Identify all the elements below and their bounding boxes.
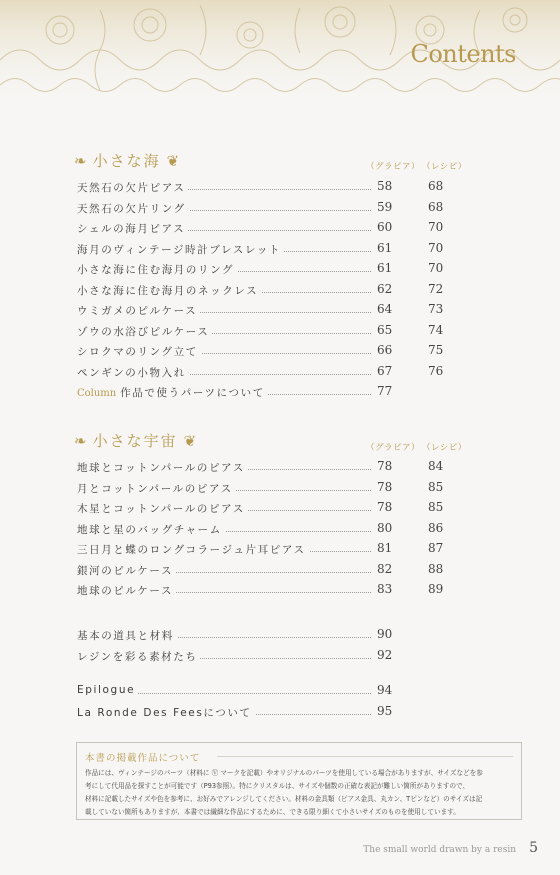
recipe-page: 89 [428,582,444,596]
gravure-page: 78 [377,500,393,514]
recipe-page: 72 [428,281,444,296]
gravure-page: 59 [377,199,393,214]
entry-title: 地球とコットンパールのピアス [77,460,248,475]
recipe-page: 85 [428,500,444,514]
toc-entry[interactable] [77,344,449,364]
gravure-page: 60 [377,220,393,234]
toc-entry[interactable] [77,460,449,480]
toc-entry[interactable] [77,242,449,262]
gravure-page: 65 [377,322,393,337]
gravure-page: 81 [377,541,393,555]
column-prefix: Column [77,388,117,399]
note-line: 作品には、ヴィンテージのパーツ（材料に Ⓥ マークを記載）やオリジナルのパーツを使用している場合がありますが、サイズなどを参 [85,769,483,777]
gravure-column-label: （グラビア） [366,162,421,172]
entry-title: 地球のピルケース [77,583,176,598]
toc-entry[interactable] [77,542,449,562]
gravure-page: 80 [377,520,393,535]
gravure-page: 58 [377,179,393,193]
entry-title: 地球と星のバッグチャーム [77,522,225,537]
entry-title: 海月のヴィンテージ時計ブレスレット [77,242,284,257]
toc-entry[interactable] [77,583,449,603]
note-text [85,767,513,819]
gravure-page: 61 [377,240,393,255]
note-line: 載していない箇所もありますが、本書では繊細な作品にするために、できる限り細くて小さいサイズのものを使用しています。 [85,808,460,816]
recipe-page: 88 [428,561,444,576]
ornament-icon: ❦ [183,431,197,450]
entry-title: レジンを彩る素材たち [77,649,200,664]
toc-entry[interactable] [77,324,449,344]
toc-entry[interactable] [77,705,449,725]
section-title: 小さな海 [92,152,161,170]
entry-title: 天然石の欠片ピアス [77,180,188,195]
entry-title: Epilogue [77,684,138,696]
entry-title [77,385,268,400]
note-title: 本書の掲載作品について [85,753,201,764]
toc-entry[interactable] [77,221,449,241]
recipe-page: 76 [428,363,444,378]
gravure-page: 62 [377,281,393,296]
gravure-page: 64 [377,302,393,316]
gravure-page: 95 [377,704,393,718]
toc-entry[interactable] [77,501,449,521]
entry-title: 月とコットンパールのピアス [77,481,236,496]
recipe-page: 87 [428,541,444,555]
toc-entry[interactable] [77,180,449,200]
toc-entry[interactable] [77,563,449,583]
recipe-page: 70 [428,261,444,275]
page-number: 5 [529,840,538,856]
section-title: 小さな宇宙 [92,432,178,450]
recipe-page: 85 [428,479,444,494]
recipe-page: 70 [428,220,444,234]
entry-title: ゾウの水浴びピルケース [77,324,212,339]
gravure-page: 78 [377,459,393,473]
entry-title: 基本の道具と材料 [77,628,177,643]
recipe-page: 73 [428,302,444,316]
recipe-column-label: （レシピ） [422,443,467,453]
gravure-page: 90 [377,627,393,641]
entry-title: 小さな海に住む海月のネックレス [77,283,261,298]
gravure-page: 82 [377,561,393,576]
entry-title: 小さな海に住む海月のリング [77,262,237,277]
recipe-page: 70 [428,240,444,255]
gravure-page: 66 [377,343,393,357]
toc-entry[interactable] [77,262,449,282]
gravure-page: 94 [377,683,393,697]
toc-entry[interactable] [77,628,449,648]
recipe-page: 68 [428,199,444,214]
note-line: 材料に記載したサイズや色を参考に、お好みでアレンジしてください。材料の金具類（ピアス金具、丸カン、Tピンなど）のサイズは記 [85,795,483,803]
ornament-icon: ❦ [166,151,180,170]
toc-entry[interactable] [77,365,449,385]
recipe-page: 86 [428,520,444,535]
entry-title: ウミガメのピルケース [77,303,200,318]
gravure-column-label: （グラビア） [366,443,421,453]
entry-title: 銀河のピルケース [77,563,176,578]
recipe-page: 68 [428,179,444,193]
section-heading-small-sea [74,150,179,171]
column-title: 作品で使うパーツについて [120,387,265,399]
gravure-page: 77 [377,384,393,398]
recipe-column-label: （レシピ） [422,162,467,172]
recipe-page: 84 [428,459,444,473]
entry-title: シロクマのリング立て [77,344,201,359]
entry-title: 天然石の欠片リング [77,201,189,216]
note-box [76,742,522,820]
toc-entry[interactable] [77,649,449,669]
entry-title: 三日月と蝶のロングコラージュ片耳ピアス [77,542,309,557]
section-heading-small-space [74,430,196,451]
entry-title: 木星とコットンパールのピアス [77,501,248,516]
note-line: 考にして代用品を探すことが可能です（P93参照）。特にクリスタルは、サイズや個数の正確な表記が難しい箇所がありますので、 [85,782,470,790]
ornament-icon: ❧ [74,151,87,170]
gravure-page: 67 [377,363,393,378]
entry-title: シェルの海月ピアス [77,221,188,236]
toc-entry[interactable] [77,522,449,542]
toc-entry[interactable] [77,684,449,704]
gravure-page: 92 [377,648,393,662]
toc-entry[interactable] [77,201,449,221]
toc-entry[interactable] [77,481,449,501]
entry-title: La Ronde Des Feesについて [77,705,255,720]
entry-title: ペンギンの小物入れ [77,365,189,380]
recipe-page: 75 [428,343,444,357]
gravure-page: 83 [377,582,393,596]
toc-entry[interactable] [77,283,449,303]
page-title: Contents [410,40,516,68]
gravure-page: 78 [377,479,393,494]
footer-book-title: The small world drawn by a resin [363,845,516,855]
recipe-page: 74 [428,322,444,337]
toc-entry[interactable] [77,303,449,323]
toc-entry-column[interactable] [77,385,449,405]
ornament-icon: ❧ [74,431,87,450]
gravure-page: 61 [377,261,393,275]
note-divider [217,756,513,757]
